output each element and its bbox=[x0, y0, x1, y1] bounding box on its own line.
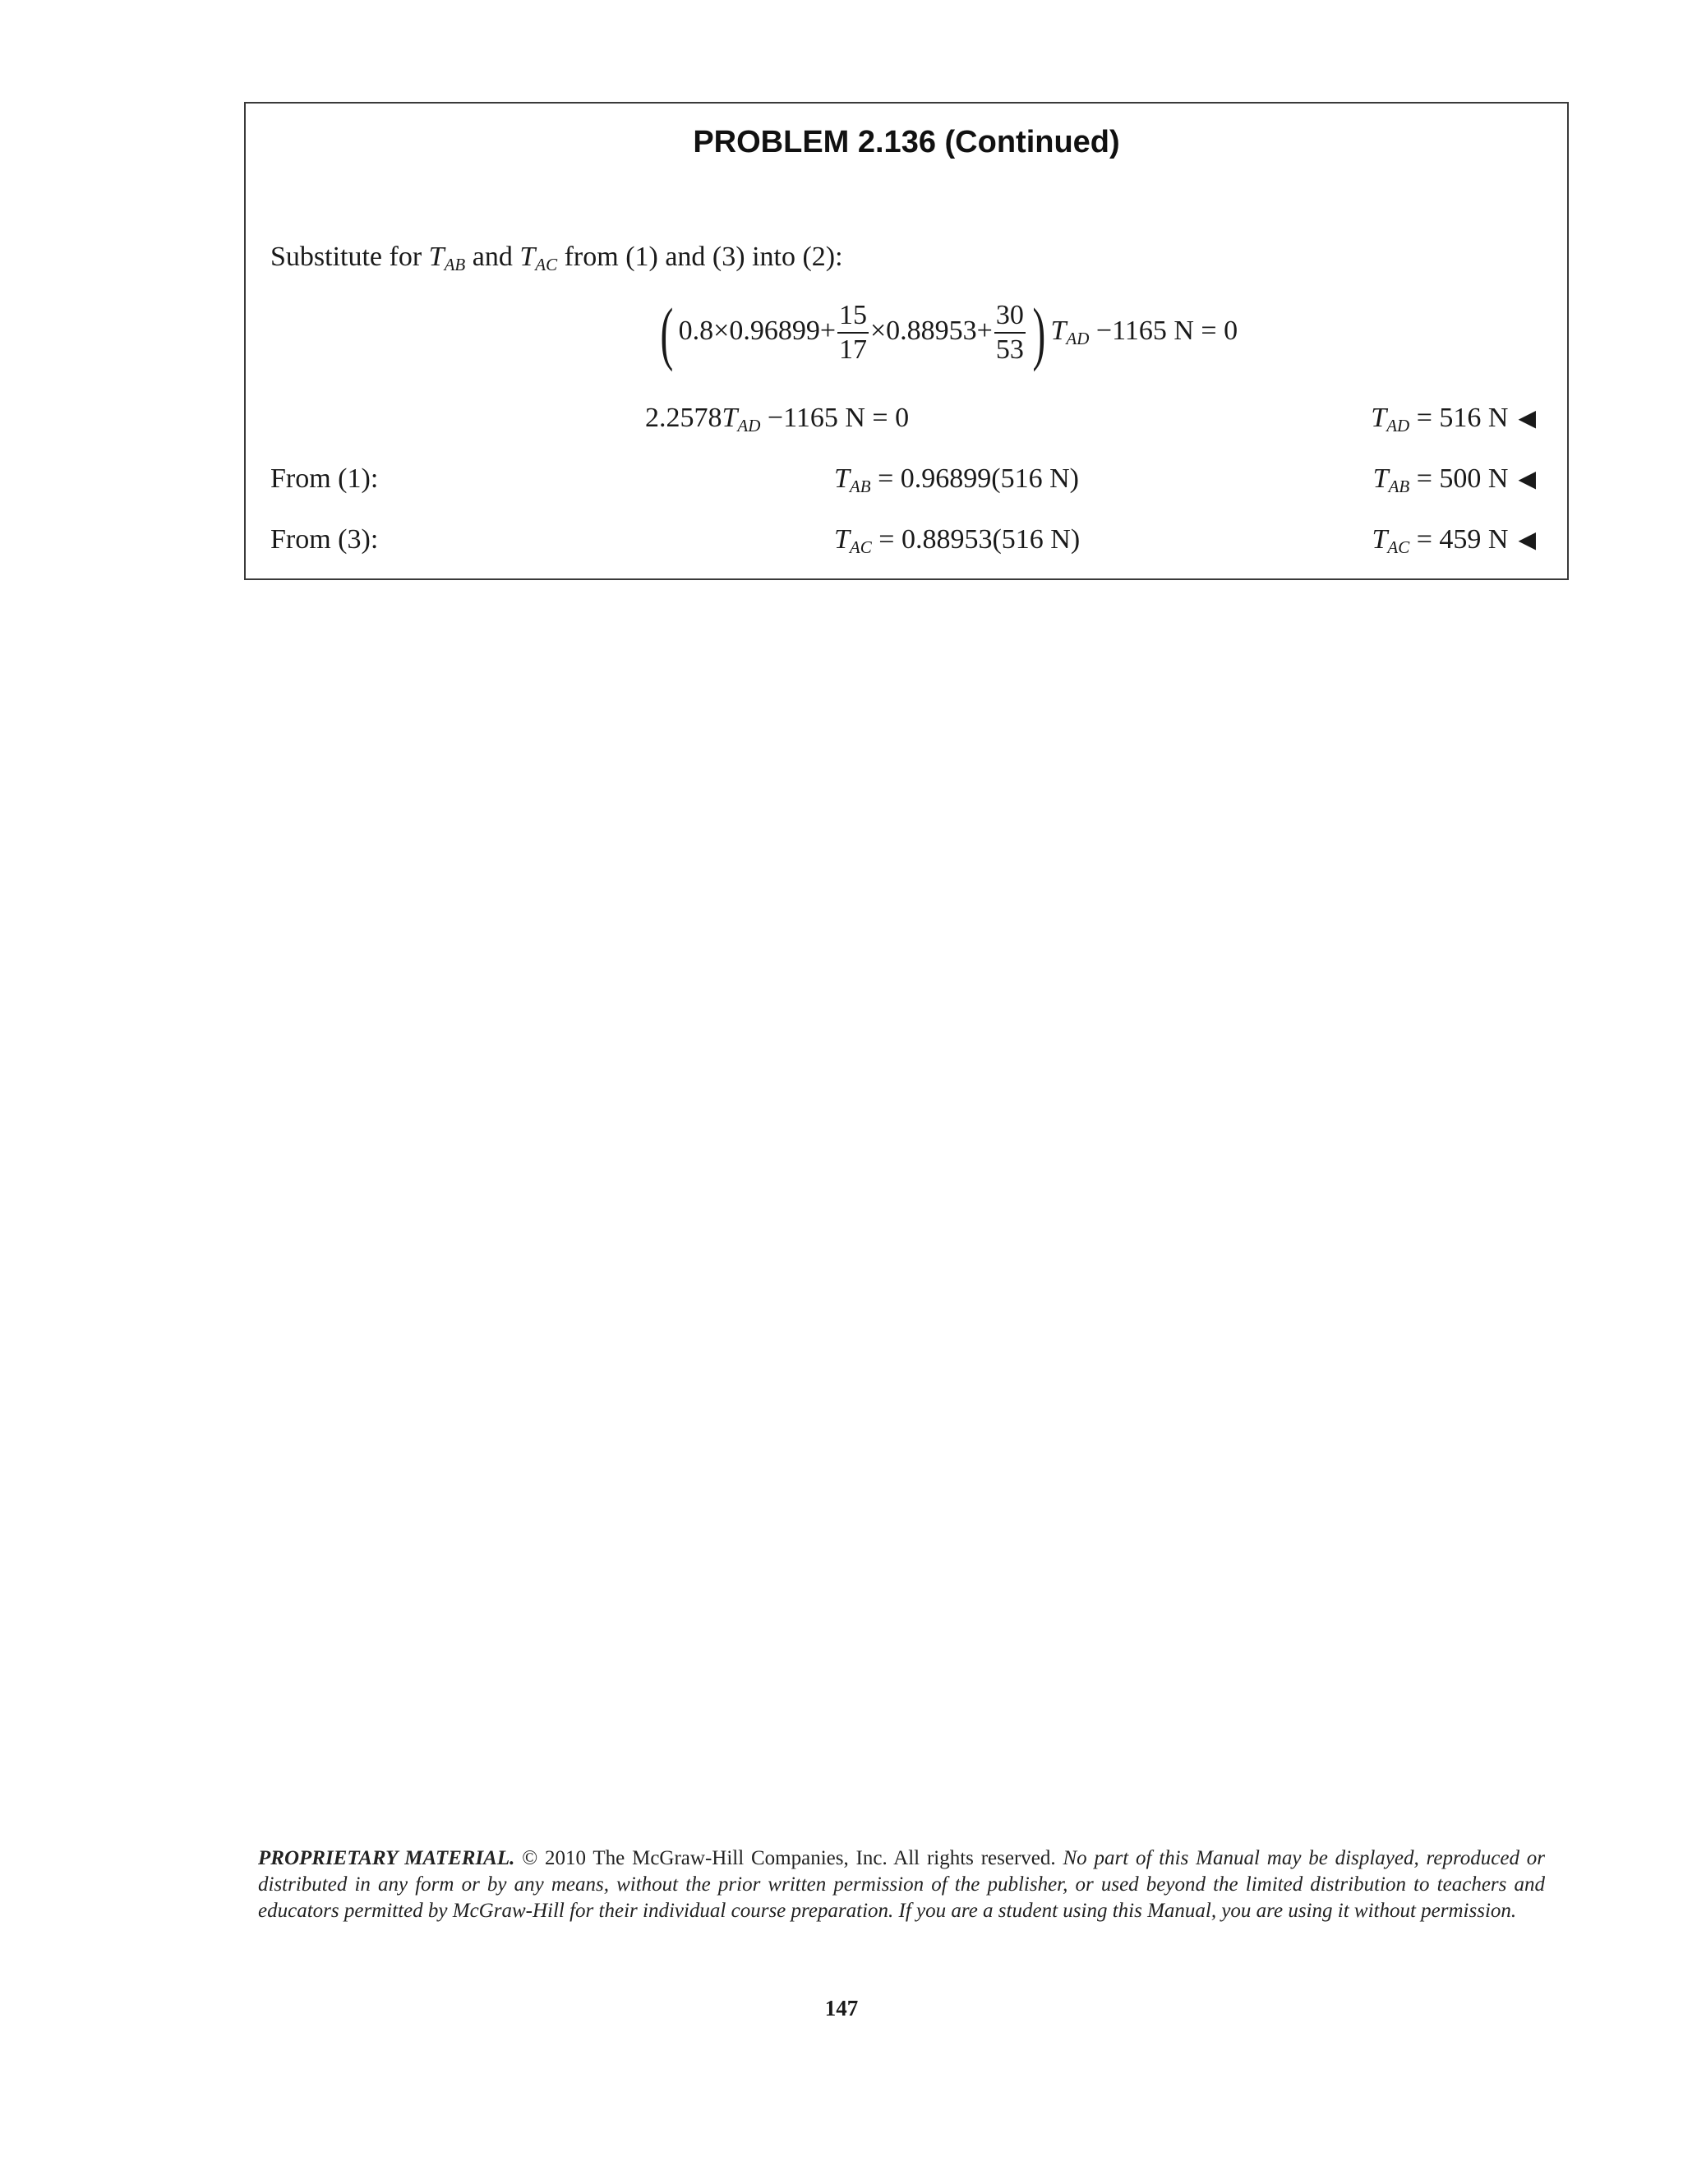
problem-box bbox=[244, 102, 1569, 580]
equation-tad bbox=[645, 403, 910, 435]
answer-tab bbox=[1372, 463, 1536, 496]
open-paren: ( bbox=[660, 293, 674, 372]
answer-marker-icon: ◀ bbox=[1518, 465, 1536, 492]
answer-tac-value: = 459 N bbox=[1409, 524, 1509, 555]
answer-tab-sub: AB bbox=[1388, 477, 1410, 496]
eq-tac-expr: = 0.88953(516 N) bbox=[871, 524, 1081, 555]
answer-tad-sub: AD bbox=[1386, 416, 1410, 435]
equation-substitution bbox=[655, 293, 1238, 372]
eq-tac-sub: AC bbox=[849, 537, 872, 557]
problem-title: PROBLEM 2.136 (Continued) bbox=[693, 125, 1120, 159]
answer-tad bbox=[1371, 403, 1536, 435]
frac1-num: 15 bbox=[837, 302, 869, 334]
answer-tac bbox=[1372, 524, 1536, 557]
fraction-15-17 bbox=[837, 302, 869, 364]
eq2-coef: 2.2578 bbox=[645, 403, 722, 433]
footer-proprietary: PROPRIETARY MATERIAL. bbox=[258, 1847, 515, 1869]
footer-copyright: © 2010 The McGraw-Hill Companies, Inc. All rights reserved. bbox=[514, 1847, 1063, 1869]
equation-tab bbox=[834, 463, 1079, 496]
answer-tab-value: = 500 N bbox=[1409, 463, 1509, 494]
copyright-footer bbox=[258, 1845, 1545, 1924]
footer-notice: No part of this Manual may be displayed, reproduced or distributed in any form or by any means, without the prior written permission of the publisher, or used beyond the limited distribution to teachers and educators permitted by McGraw-Hill for their individual course preparation. If you are a student using this Manual, you are using it without permission. bbox=[258, 1847, 1546, 1922]
eq1-rhs: −1165 N = 0 bbox=[1089, 315, 1238, 346]
frac1-den: 17 bbox=[839, 334, 867, 365]
answer-marker-icon: ◀ bbox=[1518, 526, 1536, 553]
eq-tab-expr: = 0.96899(516 N) bbox=[870, 463, 1079, 494]
intro-sub-ab: AB bbox=[444, 255, 466, 274]
eq1-term1: 0.8×0.96899+ bbox=[678, 315, 836, 346]
frac2-num: 30 bbox=[994, 302, 1026, 334]
eq1-t: T bbox=[1050, 315, 1067, 346]
eq1-sub: AD bbox=[1066, 328, 1090, 348]
close-paren: ) bbox=[1032, 293, 1046, 372]
eq1-term2: ×0.88953+ bbox=[870, 315, 993, 346]
fraction-30-53 bbox=[994, 302, 1026, 364]
answer-tad-t: T bbox=[1371, 403, 1387, 433]
label-from-1: From (1): bbox=[270, 463, 379, 494]
page-number: 147 bbox=[824, 1996, 859, 2020]
frac2-den: 53 bbox=[995, 334, 1024, 365]
intro-sentence bbox=[270, 242, 843, 274]
eq2-t: T bbox=[722, 403, 738, 433]
intro-tail: from (1) and (3) into (2): bbox=[557, 242, 843, 272]
label-from-3: From (3): bbox=[270, 524, 379, 555]
intro-lead: Substitute for bbox=[270, 242, 429, 272]
intro-t-ac: T bbox=[519, 242, 536, 272]
intro-and: and bbox=[465, 242, 520, 272]
eq-tab-t: T bbox=[834, 463, 850, 494]
answer-tad-value: = 516 N bbox=[1409, 403, 1509, 433]
intro-t-ab: T bbox=[428, 242, 445, 272]
eq-tab-sub: AB bbox=[849, 477, 871, 496]
intro-sub-ac: AC bbox=[535, 255, 558, 274]
answer-tac-t: T bbox=[1372, 524, 1388, 555]
answer-marker-icon: ◀ bbox=[1518, 404, 1536, 431]
eq-tac-t: T bbox=[834, 524, 850, 555]
eq2-rhs: −1165 N = 0 bbox=[760, 403, 910, 433]
answer-tac-sub: AC bbox=[1387, 537, 1410, 557]
answer-tab-t: T bbox=[1372, 463, 1389, 494]
eq2-sub: AD bbox=[737, 416, 761, 435]
equation-tac bbox=[834, 524, 1081, 557]
